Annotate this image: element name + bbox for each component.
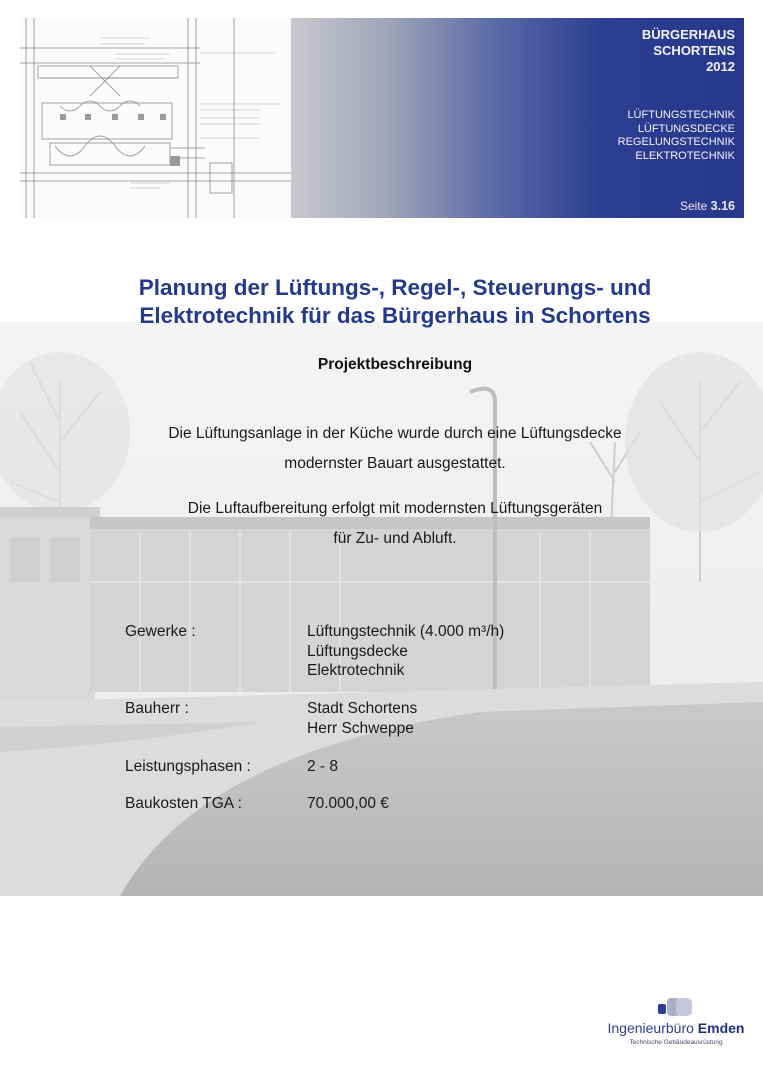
topic-list <box>618 109 735 163</box>
project-title-line: SCHORTENS <box>653 43 735 58</box>
paragraph-line: Die Lüftungsanlage in der Küche wurde durch eine Lüftungsdecke <box>168 425 622 442</box>
info-value: 2 - 8 <box>307 758 339 775</box>
info-value: Elektrotechnik <box>307 662 405 679</box>
info-label: Baukosten TGA : <box>125 795 242 812</box>
info-value: Herr Schweppe <box>307 719 414 737</box>
info-label: Gewerke : <box>125 623 196 640</box>
logo-name-part: Emden <box>697 1020 745 1036</box>
description-paragraph <box>0 494 763 553</box>
page-title-line: Elektrotechnik für das Bürgerhaus in Schortens <box>139 303 651 328</box>
info-label: Bauherr : <box>125 700 189 717</box>
logo-name-part: Ingenieurbüro <box>607 1020 694 1036</box>
paragraph-line: für Zu- und Abluft. <box>333 529 457 547</box>
company-logo <box>606 996 746 1052</box>
project-title-line: BÜRGERHAUS <box>641 27 735 42</box>
info-value: Lüftungstechnik (4.000 m³/h) <box>307 623 505 640</box>
info-label: Leistungsphasen : <box>125 758 251 775</box>
page-number: 3.16 <box>710 199 735 213</box>
page-label: Seite <box>679 199 708 213</box>
info-value-list <box>307 757 338 777</box>
paragraph-line: modernster Bauart ausgestattet. <box>284 454 506 472</box>
logo-mark-icon <box>606 996 746 1020</box>
info-value-list <box>307 622 504 681</box>
info-value: Stadt Schortens <box>307 700 418 717</box>
description-paragraph <box>0 419 763 478</box>
technical-drawing-image <box>20 18 291 218</box>
project-year: 2012 <box>706 59 735 74</box>
logo-tagline: Technische Gebäudeausrüstung <box>629 1039 723 1046</box>
topic-item: REGELUNGSTECHNIK <box>617 136 735 148</box>
page-indicator <box>680 199 735 213</box>
info-value-list <box>307 794 389 814</box>
section-heading: Projektbeschreibung <box>317 356 473 373</box>
topic-item: LÜFTUNGSTECHNIK <box>627 109 735 121</box>
page-title-line: Planung der Lüftungs-, Regel-, Steuerungs- und <box>138 275 652 300</box>
floor-plan-drawing <box>20 18 291 218</box>
logo-wordmark <box>606 1020 746 1036</box>
topic-item: ELEKTROTECHNIK <box>635 149 735 162</box>
header-banner <box>291 18 744 218</box>
paragraph-line: Die Luftaufbereitung erfolgt mit modernsten Lüftungsgeräten <box>187 500 603 517</box>
info-value: 70.000,00 € <box>307 795 389 812</box>
info-value-list <box>307 699 417 738</box>
project-title-block <box>642 27 735 75</box>
page-title <box>0 274 763 330</box>
info-value: Lüftungsdecke <box>307 642 408 660</box>
topic-item: LÜFTUNGSDECKE <box>637 122 735 135</box>
